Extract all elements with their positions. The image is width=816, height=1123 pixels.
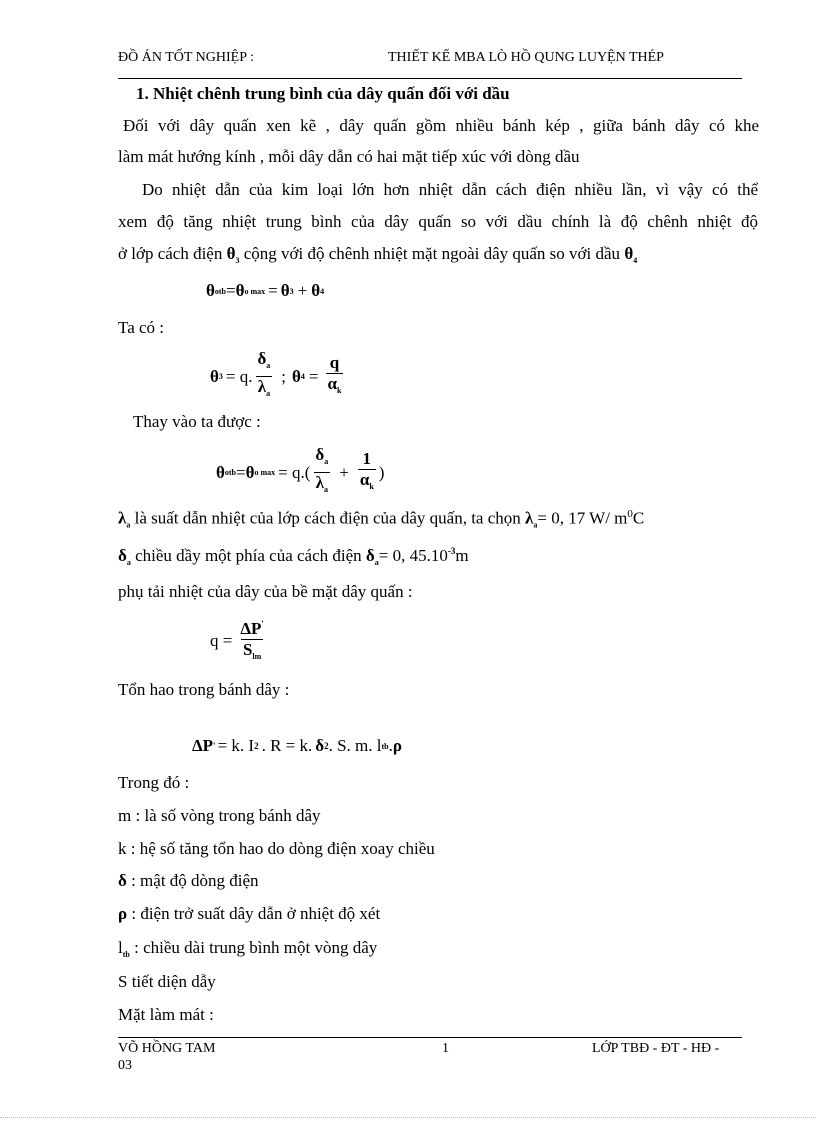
p2-l3-text-a: ở lớp cách điện — [118, 244, 223, 263]
subscript: k — [369, 481, 374, 491]
lambda-symbol: λ — [315, 473, 324, 492]
equals-q-paren: = q.( — [278, 462, 311, 482]
delta-value: = 0, 45.10 — [378, 546, 448, 565]
footer-class: LỚP TBĐ - ĐT - HĐ - — [592, 1041, 720, 1056]
footer-author-cont: 03 — [118, 1058, 132, 1073]
delta-definition — [118, 546, 469, 567]
subscript: otb — [224, 468, 236, 477]
prime-mark: ' — [213, 741, 216, 751]
eq5-part-d: . — [388, 736, 393, 755]
def-ltb-text: : chiều dài trung bình một vòng dây — [134, 938, 378, 957]
mat-lam-mat-label: Mặt làm mát : — [118, 1005, 214, 1024]
prime-mark: ' — [261, 619, 264, 629]
trong-do-label: Trong đó : — [118, 773, 190, 792]
lambda-symbol: λ — [257, 377, 267, 396]
theta-symbol: θ — [280, 281, 290, 300]
header-rule — [118, 78, 742, 79]
rho-symbol: ρ — [118, 904, 128, 923]
def-m: m : là số vòng trong bánh dây — [118, 806, 321, 825]
delta-symbol: δ — [315, 736, 325, 755]
equation-5 — [192, 736, 402, 756]
lambda-value: = 0, 17 W/ m — [537, 508, 628, 528]
subscript: tb — [381, 741, 389, 751]
subscript: 3 — [218, 372, 223, 381]
p2-l3-text-b: cộng với độ chênh nhiệt mặt ngoài dây quấn so với dầu — [243, 244, 621, 263]
lambda-text: là suất dẫn nhiệt của lớp cách điện của dây quấn, ta chọn — [134, 508, 521, 528]
equals-sign: = — [236, 462, 246, 482]
subscript: a — [533, 520, 538, 530]
l-symbol: l — [118, 938, 123, 957]
def-delta — [118, 871, 259, 891]
thay-vao-label: Thay vào ta được : — [133, 412, 261, 431]
page-number: 1 — [442, 1041, 449, 1056]
equals-sign: = — [268, 281, 278, 300]
fraction-delta-lambda — [255, 350, 272, 403]
subscript: o max — [254, 468, 276, 477]
eq5-part-c: . S. m. l — [328, 736, 382, 755]
delta-unit: m — [455, 546, 469, 565]
theta-symbol: θ — [206, 281, 215, 300]
subscript: 4 — [633, 256, 638, 265]
delta-symbol: δ — [315, 445, 325, 464]
subscript: 3 — [235, 256, 240, 265]
subscript: a — [324, 457, 329, 466]
subscript: 3 — [289, 286, 294, 296]
equals-q: = q. — [225, 366, 253, 386]
square-superscript: 2 — [254, 741, 259, 751]
equation-2 — [210, 350, 346, 403]
lambda-symbol: λ — [525, 508, 534, 528]
plus-sign: + — [339, 462, 349, 482]
delta-p-symbol: ΔP — [192, 736, 214, 755]
q-equals: q = — [210, 630, 233, 650]
alpha-symbol: α — [359, 469, 370, 489]
theta-symbol: θ — [624, 244, 634, 263]
alpha-symbol: α — [327, 373, 337, 393]
page-edge-divider — [0, 1117, 816, 1118]
subscript: 4 — [300, 372, 305, 381]
delta-p-symbol: ΔP — [240, 619, 262, 638]
rho-symbol: ρ — [392, 736, 402, 755]
def-rho-text: : điện trở suất dây dẫn ở nhiệt độ xét — [131, 904, 381, 923]
fraction-delta-lambda — [313, 446, 330, 499]
def-delta-text: : mật độ dòng điện — [131, 871, 259, 890]
theta-symbol: θ — [216, 462, 225, 482]
ton-hao-label: Tổn hao trong bánh dây : — [118, 680, 290, 699]
equals-sign: = — [308, 366, 319, 386]
delta-symbol: δ — [257, 349, 267, 368]
eq5-part-a: = k. I — [217, 736, 255, 755]
section-heading: 1. Nhiệt chênh trung bình của dây quấn đối với dầu — [136, 84, 510, 103]
subscript: a — [266, 389, 271, 398]
close-paren: ) — [378, 462, 385, 482]
degree-superscript: 0 — [627, 508, 633, 520]
def-rho — [118, 904, 380, 924]
theta-symbol: θ — [292, 366, 301, 386]
theta-symbol: θ — [226, 244, 236, 263]
phu-tai-label: phụ tải nhiệt của dây của bề mặt dây quấn : — [118, 582, 413, 601]
def-s: S tiết diện dẫy — [118, 972, 216, 991]
lambda-symbol: λ — [118, 508, 127, 528]
subscript: a — [374, 558, 379, 567]
lambda-definition — [118, 508, 644, 530]
header-right: THIẾT KẾ MBA LÒ HỒ QUNG LUYỆN THÉP — [388, 50, 664, 65]
one-symbol: 1 — [362, 448, 372, 468]
subscript: a — [126, 558, 131, 567]
subscript: otb — [214, 286, 226, 296]
delta-symbol: δ — [365, 546, 375, 565]
def-ltb — [118, 938, 377, 959]
footer-author: VÕ HỒNG TAM — [118, 1041, 216, 1056]
square-superscript: 2 — [324, 741, 329, 751]
paragraph-1-line-1: Đối với dây quấn xen kẽ , dây quấn gồm nhiều bánh kép , giữa bánh dây có khe — [123, 116, 759, 135]
subscript: lm — [252, 652, 262, 661]
delta-text: chiều dầy một phía của cách điện — [135, 546, 362, 565]
equals-sign: = — [226, 281, 236, 300]
subscript: k — [337, 385, 342, 395]
subscript: a — [323, 485, 328, 494]
fraction-one-alpha — [358, 450, 376, 496]
theta-symbol: θ — [311, 281, 321, 300]
delta-symbol: δ — [118, 546, 127, 565]
fraction-q-alpha — [326, 354, 344, 400]
exponent: -3 — [447, 546, 456, 556]
paragraph-1-line-2: làm mát hướng kính , mỗi dây dẫn có hai mặt tiếp xúc với dòng dầu — [118, 147, 580, 166]
def-k: k : hệ số tăng tổn hao do dòng điện xoay chiều — [118, 839, 435, 858]
q-symbol: q — [329, 352, 340, 372]
s-symbol: S — [242, 640, 253, 659]
lambda-unit: C — [632, 508, 645, 528]
delta-symbol: δ — [118, 871, 127, 890]
paragraph-2-line-2: xem độ tăng nhiệt trung bình của dây quấn so với dầu chính là độ chênh nhiệt độ — [118, 212, 758, 231]
equation-1 — [206, 281, 324, 301]
eq5-part-b: . R = k. — [261, 736, 313, 755]
equation-4 — [210, 615, 269, 666]
separator: ; — [281, 366, 287, 386]
footer-rule — [118, 1037, 742, 1038]
subscript: o max — [244, 286, 266, 296]
theta-symbol: θ — [245, 462, 255, 482]
header-left: ĐỒ ÁN TỐT NGHIỆP : — [118, 50, 254, 65]
fraction-dp-s — [238, 615, 266, 666]
paragraph-2-line-1: Do nhiệt dẫn của kim loại lớn hơn nhiệt dẫn cách điện nhiều lần, vì vậy có thể — [142, 180, 758, 199]
subscript: tb — [122, 950, 130, 959]
subscript: 4 — [320, 286, 325, 296]
paragraph-2-line-3 — [118, 244, 637, 265]
ta-co-label: Ta có : — [118, 318, 165, 337]
subscript: a — [266, 361, 271, 370]
equation-3 — [216, 446, 384, 499]
subscript: a — [126, 520, 131, 530]
plus-sign: + — [297, 281, 308, 300]
theta-symbol: θ — [210, 366, 219, 386]
theta-symbol: θ — [235, 281, 245, 300]
